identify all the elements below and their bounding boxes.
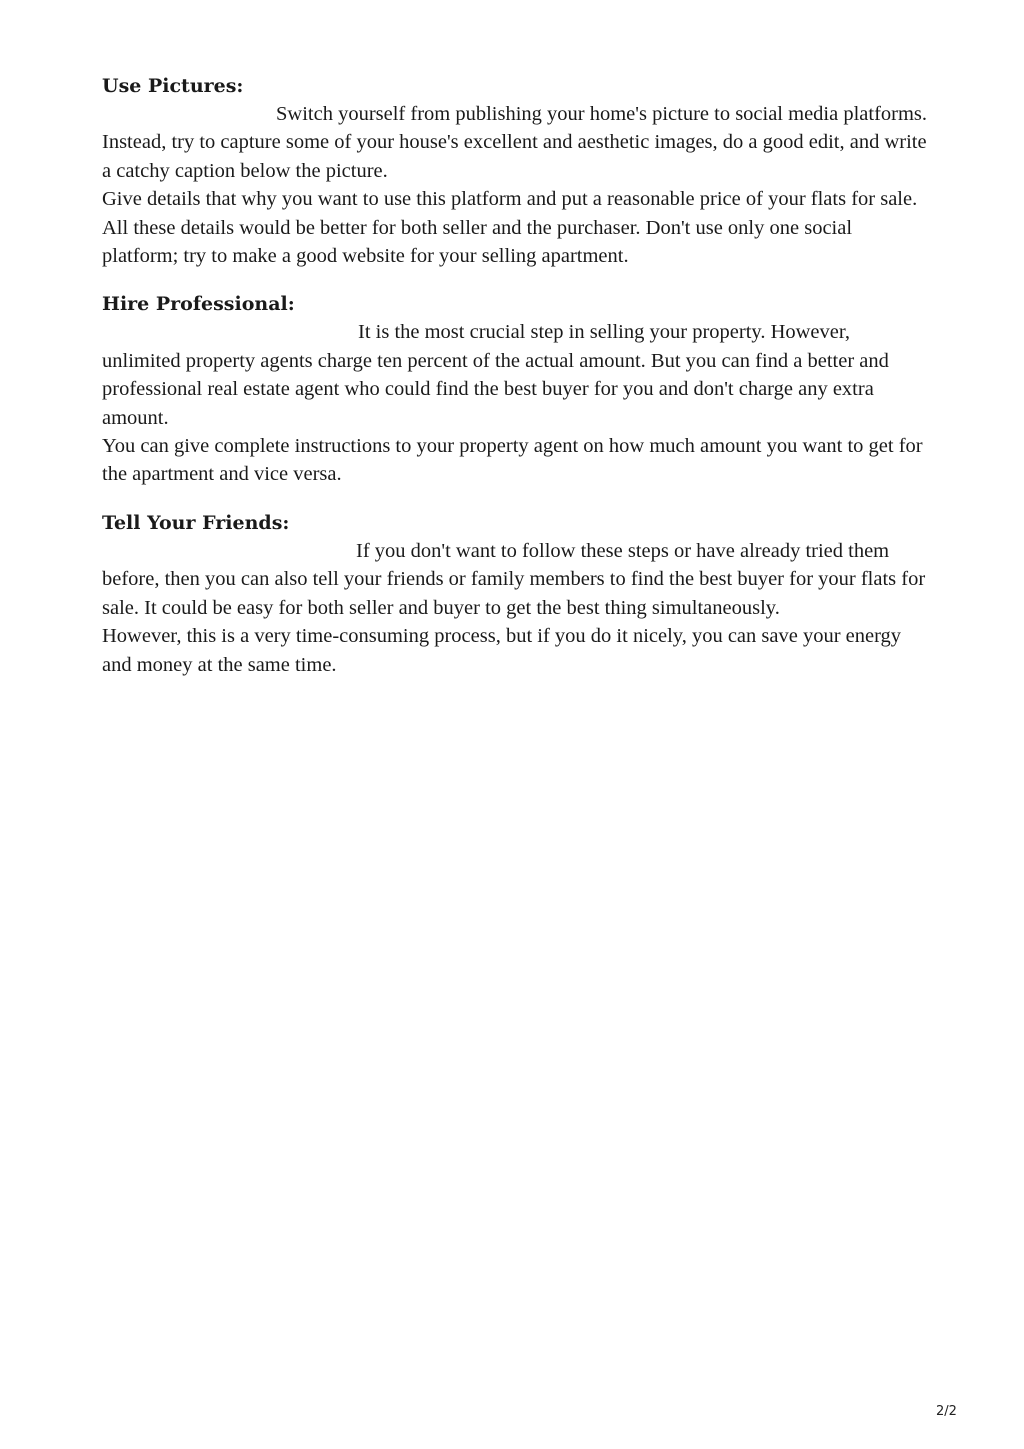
section-heading: Tell Your Friends:	[102, 511, 290, 534]
section-paragraph: However, this is a very time-consuming process, but if you do it nicely, you can save your energy and money at the same time.	[102, 625, 902, 676]
section-paragraph: Switch yourself from publishing your home's picture to social media platforms. Instead, try to capture some of your house's excellent and aesthetic images, do a good edit, and write a catchy caption below the picture.	[102, 103, 928, 182]
document-page	[102, 72, 932, 699]
section-use-pictures	[102, 72, 932, 270]
section-paragraph: Give details that why you want to use this platform and put a reasonable price of your flats for sale. All these details would be better for both seller and the purchaser. Don't use only one social platform; try to make a good website for your selling apartment.	[102, 188, 918, 268]
section-hire-professional	[102, 290, 932, 488]
section-paragraph: If you don't want to follow these steps or have already tried them before, then you can also tell your friends or family members to find the best buyer for your flats for sale. It could be easy for both seller and buyer to get the best thing simultaneously.	[102, 539, 926, 619]
section-tell-your-friends	[102, 509, 932, 679]
section-paragraph: You can give complete instructions to your property agent on how much amount you want to get for the apartment and vice versa.	[102, 435, 923, 486]
section-heading: Hire Professional:	[102, 293, 295, 316]
page-number: 2/2	[936, 1404, 957, 1419]
section-paragraph: It is the most crucial step in selling your property. However, unlimited property agents charge ten percent of the actual amount. But you can find a better and professional real estate agent who could find the best buyer for you and don't charge any extra amount.	[102, 321, 889, 429]
section-heading: Use Pictures:	[102, 75, 244, 97]
